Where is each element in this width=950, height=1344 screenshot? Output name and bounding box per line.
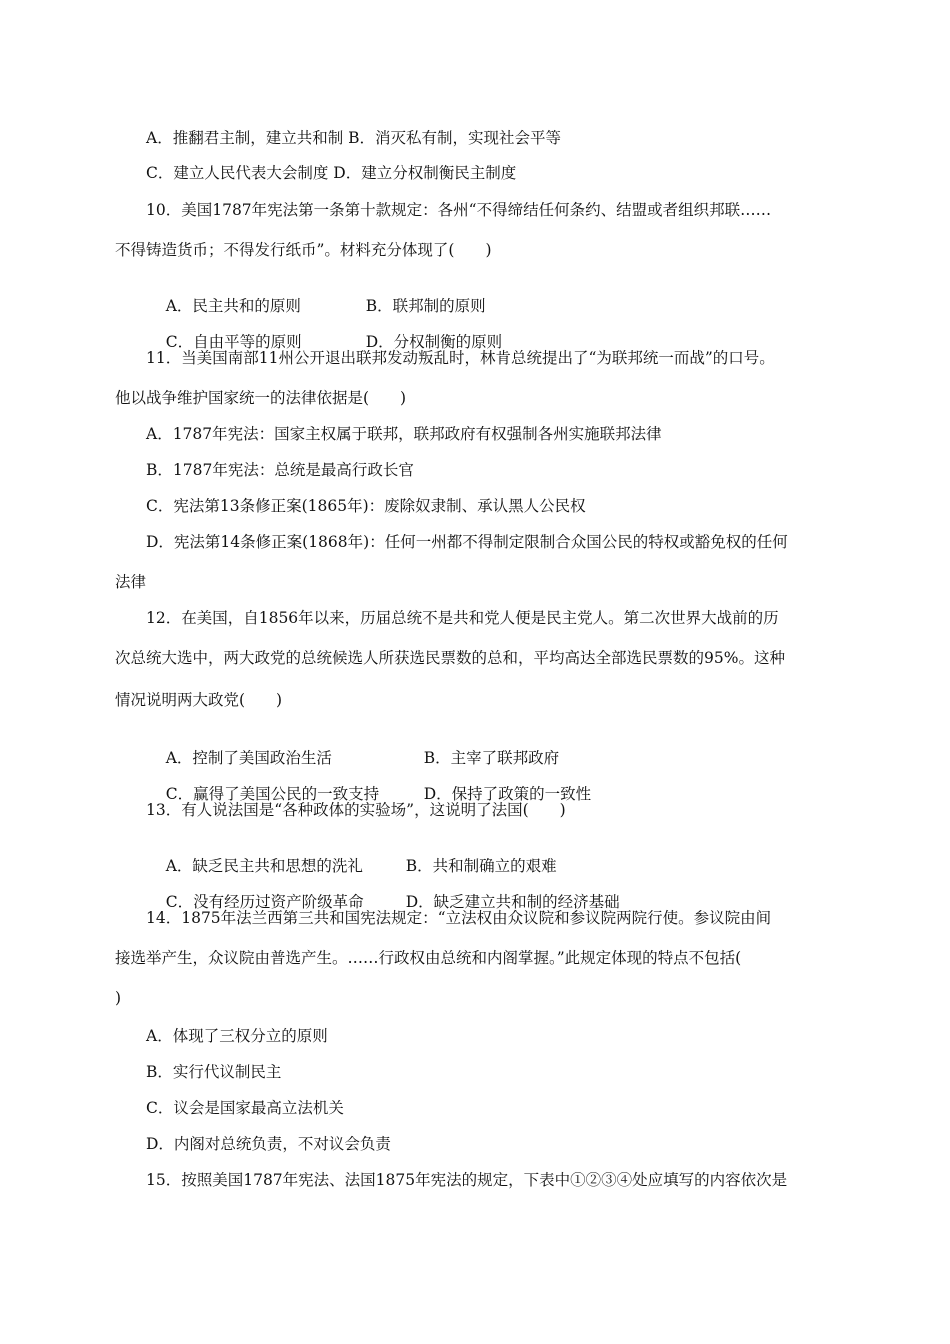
q14-stem-line1: 14．1875年法兰西第三共和国宪法规定：“立法权由众议院和参议院两院行使。参议院由间 (146, 909, 772, 927)
q13-option-c: C．没有经历过资产阶级革命 (165, 893, 364, 911)
q10-option-b: B．联邦制的原则 (365, 297, 486, 315)
q12-stem-line1: 12．在美国，自1856年以来，历届总统不是共和党人便是民主党人。第二次世界大战前的历 (146, 609, 779, 627)
q12-option-d: D．保持了政策的一致性 (423, 785, 592, 803)
q14-option-b: B．实行代议制民主 (146, 1063, 282, 1081)
q12-option-c: C．赢得了美国公民的一致支持 (165, 785, 380, 803)
q13-option-b: B．共和制确立的艰难 (405, 857, 557, 875)
q14-option-a: A．体现了三权分立的原则 (146, 1027, 328, 1045)
q14-option-c: C．议会是国家最高立法机关 (146, 1099, 344, 1117)
q11-option-d-cont: 法律 (115, 573, 147, 591)
q14-option-d: D．内阁对总统负责，不对议会负责 (146, 1135, 391, 1153)
q13-option-a: A．缺乏民主共和思想的洗礼 (165, 857, 363, 875)
q10-option-c: C．自由平等的原则 (165, 333, 302, 351)
q11-option-a: A．1787年宪法：国家主权属于联邦，联邦政府有权强制各州实施联邦法律 (146, 425, 662, 443)
q13-option-d: D．缺乏建立共和制的经济基础 (405, 893, 620, 911)
q12-stem-line3: 情况说明两大政党( ) (115, 691, 283, 709)
q10-option-a: A．民主共和的原则 (165, 297, 301, 315)
q12-option-a: A．控制了美国政治生活 (165, 749, 332, 767)
q12-stem-line2: 次总统大选中，两大政党的总统候选人所获选民票数的总和，平均高达全部选民票数的95%。这种 (115, 649, 785, 667)
q13-stem-line1: 13．有人说法国是“各种政体的实验场”，这说明了法国( ) (146, 801, 566, 819)
q11-stem-line1: 11．当美国南部11州公开退出联邦发动叛乱时，林肯总统提出了“为联邦统一而战”的口号。 (146, 349, 775, 367)
q14-stem-line3: ) (115, 989, 122, 1007)
q11-option-d: D．宪法第14条修正案(1868年)：任何一州都不得制定限制合众国公民的特权或豁免权的任何 (146, 533, 788, 551)
q10-stem-line2: 不得铸造货币；不得发行纸币”。材料充分体现了( ) (115, 241, 492, 259)
q11-option-b: B．1787年宪法：总统是最高行政长官 (146, 461, 414, 479)
q9-option-ab: A．推翻君主制，建立共和制 B．消灭私有制，实现社会平等 (146, 129, 562, 147)
q11-option-c: C．宪法第13条修正案(1865年)：废除奴隶制、承认黑人公民权 (146, 497, 586, 515)
q12-option-b: B．主宰了联邦政府 (423, 749, 560, 767)
q14-stem-line2: 接选举产生，众议院由普选产生。……行政权由总统和内阁掌握。”此规定体现的特点不包括( (115, 949, 742, 967)
q15-stem-line1: 15．按照美国1787年宪法、法国1875年宪法的规定，下表中①②③④处应填写的内容依次是 (146, 1171, 788, 1189)
q10-stem-line1: 10．美国1787年宪法第一条第十款规定：各州“不得缔结任何条约、结盟或者组织邦联…… (146, 201, 772, 219)
q9-option-cd: C．建立人民代表大会制度 D．建立分权制衡民主制度 (146, 164, 517, 182)
q11-stem-line2: 他以战争维护国家统一的法律依据是( ) (115, 389, 407, 407)
q10-option-d: D．分权制衡的原则 (365, 333, 503, 351)
